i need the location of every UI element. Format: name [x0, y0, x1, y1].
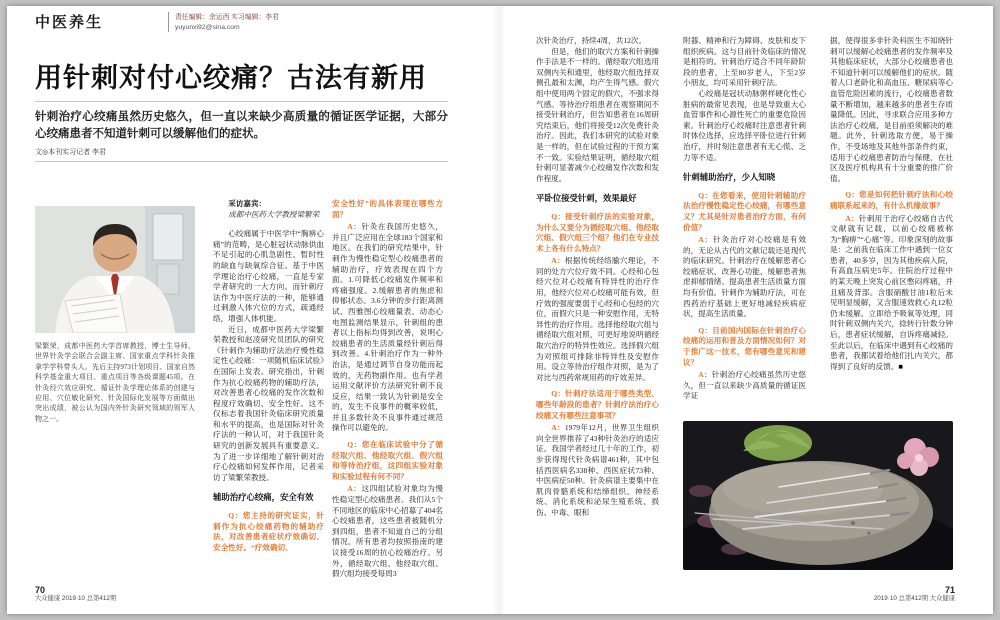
header-divider [168, 12, 169, 32]
portrait-illustration [35, 206, 195, 333]
question-1-continued: 安全性好”的具体表现在哪些方面？ [332, 199, 443, 219]
answer-label: A： [698, 235, 714, 245]
footer-left [35, 586, 116, 603]
answer-3: A：根据传统经络腧穴理论，不同的处方穴位疗效不同。心经和心包经穴位对心绞痛有特异性的治疗作用，他经穴位对心绞痛可能有效，但疗效的强度要弱于心经和心包经的穴位，而假穴只是一种安慰作用，无特异性的治疗作用。选择他经取穴组与循经取穴组对照，可更好地说明循经取穴治疗的特异性效应。选择假穴组为对照组可排除非特异性及安慰作用。设立等待治疗组作对照，是为了对比与西药常规用药的疗效差异。 [536, 256, 659, 382]
needles-illustration [683, 421, 953, 570]
editors-info [175, 13, 279, 32]
continued-text: 据，使得很多非针灸科医生不知晓针刺可以缓解心绞痛患者的发作频率及其他临床症状，大部分心绞痛患者也不知道针刺可以缓解他们的症状。随着人口老龄化和高血压、糖尿病等心血管危险因素的流行，心绞痛患者数量不断增加，越来越多的患者生存质量降低。因此，寻求联合应用多种方法治疗心绞痛，是目前亟须解决的难题。此外，针刺选取方便，易于操作，不受场地及其他外部条件约束，适用于心绞痛患者防治与保健，在社区及医疗机构具有十分重要的推广价值。 [830, 36, 953, 183]
question-5: Q：在您看来，使用针刺辅助疗法治疗慢性稳定性心绞痛，有哪些意义？尤其是针对患者治疗方面，有何价值？ [683, 190, 806, 232]
article-byline: 文◎本刊实习记者 李君 [35, 148, 106, 156]
article-end-mark: ■ [898, 361, 903, 371]
paragraph: 但是，他们的取穴方案和针刺操作手法是不一样的。循经取穴组选用双侧内关和通里，他经取穴组选择双侧孔最和太渊，均产生得气感。假穴组中使用两个固定的假穴，不强求得气感。等待治疗组患者在观察期间不接受针刺治疗，但告知患者在16周研究结束后，他们将接受12次免费针灸治疗。因此，我们本研究的试验对象是一样的，但在试验过程的干预方案不一致。实验结果证明，循经取穴组针刺可显著减少心绞痛发作次数和发作程度。 [536, 46, 659, 183]
column-left-3 [332, 199, 443, 587]
guest-name: 成都中医药大学教授梁繁荣 [228, 209, 320, 219]
acupuncture-needles-photo [683, 421, 953, 570]
continued-text: 次针灸治疗，持续4周，共12次。 [536, 36, 647, 45]
section-head-1: 辅助治疗心绞痛，安全有效 [213, 492, 314, 503]
section-head-3: 针刺辅助治疗，少人知晓 [683, 172, 776, 183]
page-number-right: 71 [944, 585, 955, 595]
answer-2: A：这四组试验对象均为慢性稳定型心绞痛患者。我们从5个不同地区的临床中心招募了404名心绞痛患者，这些患者被随机分到四组，患者不知道自己的分组情况。所有患者均按照指南的建议接受16周的抗心绞痛治疗。另外，循经取穴组、他经取穴组、假穴组均接受每周3 [332, 484, 443, 579]
article-deck: 针刺治疗心绞痛虽然历史悠久，但一直以来缺少高质量的循证医学证据，大部分心绞痛患者不知道针刺可以缓解他们的症状。 [35, 111, 448, 140]
section-head-2: 平卧位接受针刺，效果最好 [536, 193, 637, 204]
answer-label: A： [845, 213, 859, 223]
center-fold [492, 6, 506, 614]
question-2: Q：您在临床试验中分了循经取穴组、他经取穴组、假穴组和等待治疗组，这四组实验对象和实验过程有何不同？ [332, 440, 443, 481]
answer-1: A：针灸在我国历史悠久，并且广泛应用在全球183个国家和地区。在我们的研究结果中，针刺作为慢性稳定型心绞痛患者的辅助治疗，疗效表现在四个方面。1.可降低心绞痛发作频率和疼痛强度。2.缓解患者的焦虑和抑郁状态。3.6分钟的步行距离测试、西雅图心绞痛量表、动态心电图监测结果显示，针刺组的患者以上指标均得到改善，说明心绞痛患者的生活质量经针刺后得到改善。4.针刺治疗作为一种外治法，是通过调节自身功能而起效的，无药物副作用。也有学者运用文献评价方法研究针刺不良反应，结果一致认为针刺是安全的，发生不良事件的概率较低，并且多数针灸不良事件通过规范操作可以避免的。 [332, 222, 443, 433]
editors-line: 责任编辑：余运西 实习编辑：李君 [175, 14, 279, 21]
column-right-3 [830, 36, 953, 414]
paragraph: 心绞痛是冠状动脉粥样硬化性心脏病的最常见表现，也是导致重大心血管事件和心源性死亡的重要危险因素。针刺治疗心绞痛时注意患者针刺时体位选择，应选择平卧位进行针刺治疗，并时刻注意患者有无心慌、乏力等不适。 [683, 88, 806, 162]
question-1: Q：您主持的研究证实，针刺作为抗心绞痛药物的辅助疗法，对改善患者症状疗效确切、安全性好。“疗效确切、 [213, 511, 324, 552]
editor-email: yuyunxi92@sina.com [175, 23, 240, 31]
answer-label: A： [698, 370, 712, 380]
intro-paragraph-2: 近日，成都中医药大学梁繁荣教授和赵凌研究员团队的研究《针刺作为辅助疗法治疗慢性稳定性心绞痛：一项随机临床试验》在国际上发表。研究指出，针刺作为抗心绞痛药物的辅助疗法，对改善患者心绞痛的发作次数和程度疗效确切、安全性好。这不仅标志着我国针灸临床研究质量和水平的提高，也是国际对针灸疗法的一种认可，对于我国针灸研究的创新发展具有重要意义。为了进一步详细地了解针刺对治疗心绞痛如何发挥作用，记者采访了梁繁荣教授。 [213, 324, 324, 482]
professor-portrait-photo [35, 206, 195, 333]
portrait-caption: 梁繁荣，成都中医药大学首席教授，博士生导师。世界针灸学会联合会副主席、国家重点学科针灸推拿学学科带头人。先后主持973计划项目、国家自然科学基金重大项目、重点项目等各级课题45项。在针灸经穴效应研究、循证针灸学理论体系的创建与应用、穴位敏化研究、针灸国际化发展等方面做出突出成绩，被公认为国内外针灸研究领域的领军人物之一。 [35, 342, 195, 423]
title-rule [35, 101, 448, 102]
answer-4: A：1979年12月，世界卫生组织向全世界推荐了43种针灸治疗的适应证。我国学者经过几十年的工作，初步获得现代针灸病谱461种，其中包括西医病名338种、西医症状73种、中医病症50种。针灸病谱主要集中在肌肉骨骼系统和结缔组织、神经系统、消化系统和泌尿生殖系统、损伤、中毒、眼和 [536, 423, 659, 517]
answer-6: A：针刺治疗心绞痛虽然历史悠久，但一直以来缺少高质量的循证医学证 [683, 370, 806, 401]
answer-7: A：针刺用于治疗心绞痛自古代文献就有记载，以前心绞痛被称为“胸痹”“心痛”等。印象深刻的故事是：之前我在临床工作中遇到一位女患者，40多岁，因为其他疾病入院，有高血压病史5年。住院治疗过程中的某天晚上突发心前区憋闷疼痛，并且痛及背部。含服硝酸甘油1粒后未见明显缓解，又含服速效救心丸12粒仍未缓解。立即给予吸氧等处理，同时针刺双侧内关穴，捻转行针数分钟后，患者症状缓解，自诉疼痛减轻。至此以后，在临床中遇到有心绞痛的患者，我都试着给他们扎内关穴，都得到了良好的反馈。■ [830, 213, 953, 371]
continued-text: 附器、精神和行为障碍、皮肤和皮下组织疾病。这与目前针灸临床的情况是相符的。针刺治疗适合不同年龄阶段的患者，上至80岁老人，下至2岁小朋友，均可采用针刺疗法。 [683, 36, 806, 88]
answer-label: A： [551, 423, 565, 433]
article-title: 用针刺对付心绞痛？古法有新用 [35, 63, 427, 93]
column-right-1 [536, 36, 659, 584]
answer-5: A：针灸治疗对心绞痛是有效的，无论从古代的文献记载还是现代的临床研究。针刺治疗在缓解患者心绞痛症状、改善心功能、缓解患者焦虑抑郁情绪、提高患者生活质量方面均有价值。针刺作为辅助疗法，可在西药治疗基础上更好地减轻疾病症状，提高生活质量。 [683, 235, 806, 319]
guest-label: 采访嘉宾： [228, 199, 267, 208]
section-title: 中医养生 [35, 14, 104, 31]
column-right-2 [683, 36, 806, 414]
footer-right [768, 586, 955, 603]
answer-label: A： [551, 256, 565, 266]
answer-label: A： [347, 484, 362, 494]
journal-info-right: 2019·10 总第412期 大众健康 [873, 595, 955, 602]
page-number-left: 70 [35, 585, 46, 595]
column-intro [213, 199, 324, 587]
question-3: Q：接受针刺疗法的实验对象，为什么又要分为循经取穴组、他经取穴组、假穴组三个组？他们在专业技术上各有什么特点？ [536, 211, 659, 253]
question-4: Q：针刺疗法适用于哪些类型、哪些年龄段的患者？针刺疗法治疗心绞痛又有哪些注意事项？ [536, 389, 659, 420]
journal-info-left: 大众健康 2019·10 总第412期 [35, 595, 117, 602]
question-6: Q：目前国内国际在针刺治疗心绞痛的运用和普及方面情况如何？对于推广这一技术，您有哪些意见和建议？ [683, 325, 806, 367]
answer-label: A： [347, 222, 362, 232]
question-7: Q：您是如何把针刺疗法和心绞痛联系起来的，有什么机缘故事？ [830, 190, 953, 210]
deck-rule [35, 161, 448, 162]
intro-paragraph-1: 心绞痛属于中医学中“胸痹心痛”的范畴，是心脏冠状动脉供血不足引起的心肌急剧性、暂时性的缺血与缺氧综合征。基于中医学理论治疗心绞痛，一直是专家学者研究的一大方向。而针刺疗法作为中医疗法的一种，能够通过刺激人体穴位的方式，疏通经络，增强人体机能。 [213, 229, 324, 323]
